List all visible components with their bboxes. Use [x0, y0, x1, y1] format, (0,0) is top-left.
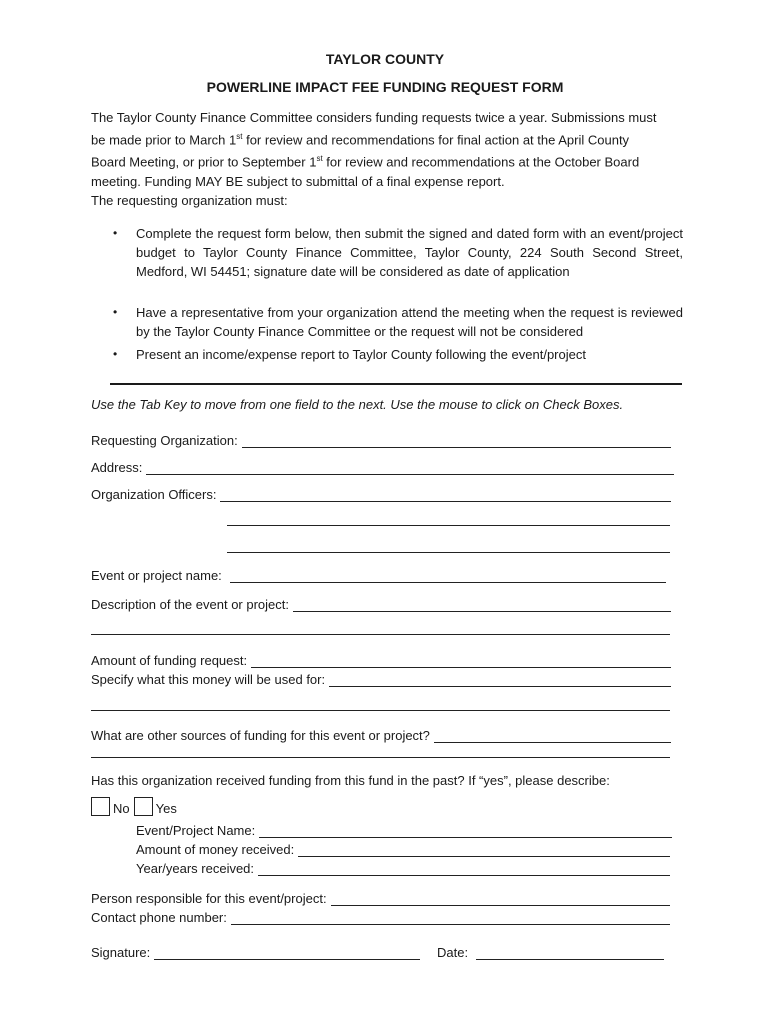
intro-paragraph [91, 108, 683, 191]
past-years-field[interactable] [258, 863, 670, 876]
past-funding-checkboxes [91, 797, 177, 816]
intro-line: Board Meeting, or prior to September 1st for review and recommendations at the October Board [91, 154, 640, 170]
other-sources-row [91, 725, 671, 743]
past-amount-label: Amount of money received: [136, 842, 295, 857]
description-field[interactable] [293, 599, 671, 612]
date-field[interactable] [476, 947, 664, 960]
specify-use-field[interactable] [91, 710, 670, 711]
specify-use-field[interactable] [329, 674, 671, 687]
contact-phone-label: Contact phone number: [91, 910, 227, 925]
event-name-row [91, 565, 666, 583]
bullet-icon: • [113, 305, 118, 319]
officers-field[interactable] [220, 489, 671, 502]
description-label: Description of the event or project: [91, 597, 289, 612]
requirements-heading: The requesting organization must: [91, 193, 288, 208]
other-sources-field[interactable] [91, 757, 670, 758]
past-amount-row [136, 839, 670, 857]
bullet-icon: • [113, 347, 118, 361]
description-row [91, 594, 671, 612]
county-title: TAYLOR COUNTY [325, 51, 445, 67]
contact-phone-row [91, 907, 670, 925]
specify-use-label: Specify what this money will be used for: [91, 672, 326, 687]
other-sources-field[interactable] [434, 730, 671, 743]
no-checkbox[interactable] [91, 797, 110, 816]
responsible-person-label: Person responsible for this event/project: [91, 891, 327, 906]
description-field[interactable] [91, 634, 670, 635]
past-funding-question: Has this organization received funding from this fund in the past? If “yes”, please describe: [91, 773, 610, 788]
past-event-label: Event/Project Name: [136, 823, 256, 838]
past-years-label: Year/years received: [136, 861, 255, 876]
requirement-item: • Complete the request form below, then submit the signed and dated form with an event/project budget to Taylor County Finance Committee, Taylor County, 224 South Second Street, Medford, WI 54451; signature date will be considered as date of application [113, 226, 683, 279]
date-row [437, 942, 664, 960]
past-event-field[interactable] [259, 825, 672, 838]
officers-label: Organization Officers: [91, 487, 217, 502]
form-title: POWERLINE IMPACT FEE FUNDING REQUEST FORM [206, 79, 564, 95]
requirement-item: • Have a representative from your organization attend the meeting when the request is reviewed by the Taylor County Finance Committee or the request will not be considered [113, 305, 683, 339]
signature-row [91, 942, 420, 960]
yes-checkbox[interactable] [134, 797, 153, 816]
other-sources-label: What are other sources of funding for this event or project? [91, 728, 430, 743]
requesting-org-row [91, 430, 671, 448]
no-label: No [113, 801, 130, 816]
officers-field[interactable] [227, 525, 670, 526]
address-field[interactable] [146, 462, 674, 475]
responsible-person-field[interactable] [331, 893, 670, 906]
past-amount-field[interactable] [298, 844, 670, 857]
intro-line: The Taylor County Finance Committee considers funding requests twice a year. Submissions must [91, 110, 657, 125]
amount-field[interactable] [251, 655, 671, 668]
signature-label: Signature: [91, 945, 151, 960]
intro-line: meeting. Funding MAY BE subject to submittal of a final expense report. [91, 173, 505, 189]
officers-row [91, 484, 671, 502]
event-name-label: Event or project name: [91, 568, 222, 583]
intro-line: be made prior to March 1st for review and recommendations for final action at the April County [91, 132, 630, 148]
bullet-icon: • [113, 226, 118, 240]
amount-label: Amount of funding request: [91, 653, 248, 668]
address-row [91, 457, 674, 475]
date-label: Date: [437, 945, 469, 960]
amount-row [91, 650, 671, 668]
contact-phone-field[interactable] [231, 912, 670, 925]
past-years-row [136, 858, 670, 876]
officers-field[interactable] [227, 552, 670, 553]
requesting-org-field[interactable] [242, 435, 671, 448]
requirement-item: • Present an income/expense report to Taylor County following the event/project [113, 347, 586, 362]
specify-use-row [91, 669, 671, 687]
instructions-text: Use the Tab Key to move from one field to the next. Use the mouse to click on Check Boxes. [91, 397, 624, 412]
past-event-row [136, 820, 672, 838]
address-label: Address: [91, 460, 143, 475]
requesting-org-label: Requesting Organization: [91, 433, 238, 448]
responsible-person-row [91, 888, 670, 906]
section-divider [110, 383, 682, 385]
event-name-field[interactable] [230, 570, 666, 583]
yes-label: Yes [155, 801, 177, 816]
signature-field[interactable] [154, 947, 420, 960]
